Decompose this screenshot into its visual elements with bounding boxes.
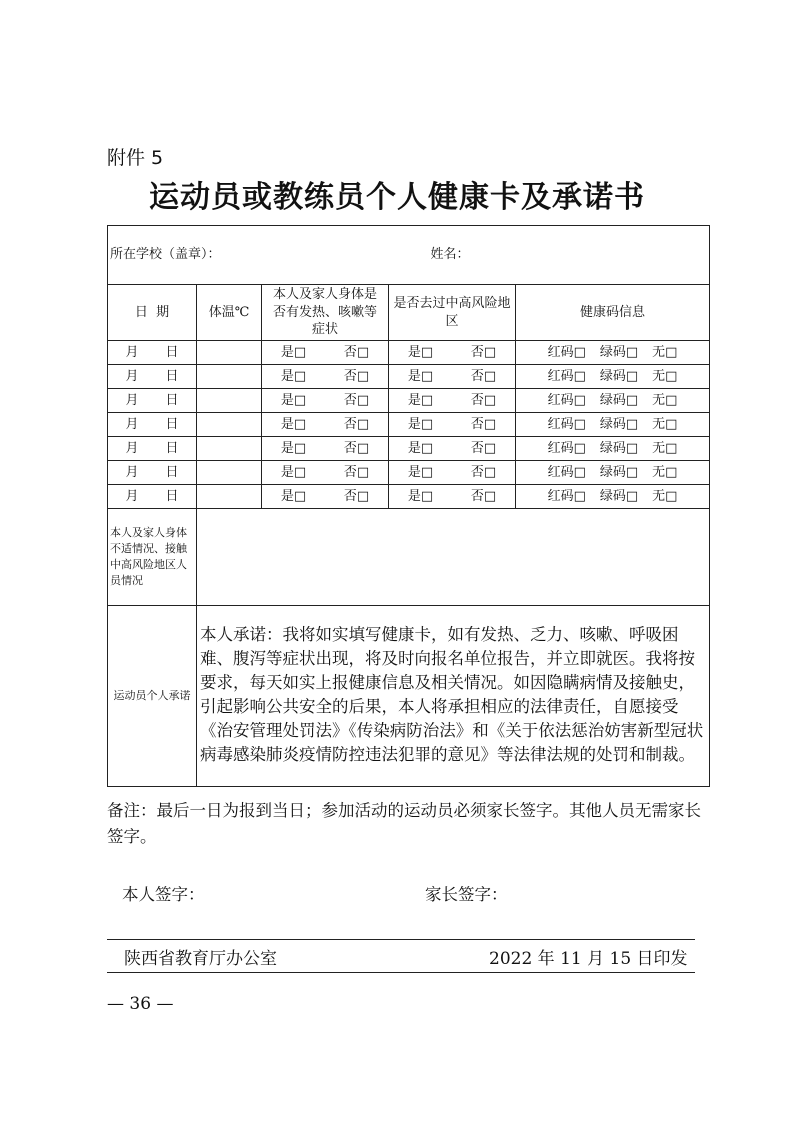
temperature-cell[interactable] [197, 485, 262, 509]
month-label: 月 [125, 440, 139, 456]
table-row [108, 341, 710, 365]
risk-no-checkbox[interactable]: 否□ [470, 368, 497, 384]
symptom-yes-checkbox[interactable]: 是□ [280, 368, 307, 384]
symptom-yes-checkbox[interactable]: 是□ [280, 416, 307, 432]
risk-no-checkbox[interactable]: 否□ [470, 344, 497, 360]
day-label: 日 [165, 368, 179, 384]
school-label: 所在学校（盖章）： [110, 247, 221, 263]
header-risk: 是否去过中高风险地区 [389, 285, 516, 341]
temperature-cell[interactable] [197, 437, 262, 461]
risk-no-checkbox[interactable]: 否□ [470, 464, 497, 480]
temperature-cell[interactable] [197, 461, 262, 485]
green-code-checkbox[interactable]: 绿码□ [599, 440, 639, 456]
risk-yes-checkbox[interactable]: 是□ [407, 368, 434, 384]
symptom-yes-checkbox[interactable]: 是□ [280, 464, 307, 480]
condition-label: 本人及家人身体不适情况、接触中高风险地区人员情况 [108, 509, 197, 606]
health-code-cell [516, 365, 710, 389]
symptom-cell [262, 485, 389, 509]
issuer: 陕西省教育厅办公室 [124, 949, 277, 969]
health-card-table [107, 225, 710, 787]
symptom-no-checkbox[interactable]: 否□ [343, 344, 370, 360]
red-code-checkbox[interactable]: 红码□ [547, 344, 586, 360]
day-label: 日 [165, 344, 179, 360]
header-temp: 体温℃ [197, 285, 262, 341]
date-cell[interactable] [108, 461, 197, 485]
red-code-checkbox[interactable]: 红码□ [547, 464, 586, 480]
temperature-cell[interactable] [197, 365, 262, 389]
red-code-checkbox[interactable]: 红码□ [547, 368, 586, 384]
table-row [108, 365, 710, 389]
no-code-checkbox[interactable]: 无□ [652, 416, 678, 432]
signature-self-label: 本人签字： [122, 885, 205, 904]
attachment-label: 附件 5 [107, 147, 164, 169]
health-code-cell [516, 341, 710, 365]
month-label: 月 [125, 368, 139, 384]
risk-yes-checkbox[interactable]: 是□ [407, 344, 434, 360]
month-label: 月 [125, 416, 139, 432]
date-cell[interactable] [108, 437, 197, 461]
health-code-cell [516, 413, 710, 437]
symptom-cell [262, 365, 389, 389]
red-code-checkbox[interactable]: 红码□ [547, 392, 586, 408]
day-rows [108, 341, 710, 509]
risk-yes-checkbox[interactable]: 是□ [407, 488, 434, 504]
health-code-cell [516, 437, 710, 461]
symptom-yes-checkbox[interactable]: 是□ [280, 440, 307, 456]
table-row [108, 437, 710, 461]
header-date: 日 期 [108, 285, 197, 341]
risk-cell [389, 461, 516, 485]
promise-text: 本人承诺：我将如实填写健康卡，如有发热、乏力、咳嗽、呼吸困难、腹泻等症状出现，将及时向报名单位报告，并立即就医。我将按要求，每天如实上报健康信息及相关情况。如因隐瞒病情及接触史，引起影响公共安全的后果，本人将承担相应的法律责任，自愿接受《治安管理处罚法》《传染病防治法》和《关于依法惩治妨害新型冠状病毒感染肺炎疫情防控违法犯罪的意见》等法律法规的处罚和制裁。 [197, 606, 710, 787]
temperature-cell[interactable] [197, 341, 262, 365]
no-code-checkbox[interactable]: 无□ [652, 344, 678, 360]
symptom-no-checkbox[interactable]: 否□ [343, 488, 370, 504]
symptom-cell [262, 461, 389, 485]
symptom-cell [262, 341, 389, 365]
month-label: 月 [125, 344, 139, 360]
date-cell[interactable] [108, 389, 197, 413]
name-label: 姓名： [430, 247, 470, 263]
symptom-no-checkbox[interactable]: 否□ [343, 440, 370, 456]
promise-row [108, 606, 710, 787]
health-code-cell [516, 461, 710, 485]
no-code-checkbox[interactable]: 无□ [652, 464, 678, 480]
page-title: 运动员或教练员个人健康卡及承诺书 [149, 180, 645, 215]
risk-yes-checkbox[interactable]: 是□ [407, 416, 434, 432]
header-row [108, 285, 710, 341]
symptom-no-checkbox[interactable]: 否□ [343, 392, 370, 408]
green-code-checkbox[interactable]: 绿码□ [599, 464, 639, 480]
symptom-yes-checkbox[interactable]: 是□ [280, 344, 307, 360]
header-symptom: 本人及家人身体是否有发热、咳嗽等症状 [262, 285, 389, 341]
temperature-cell[interactable] [197, 389, 262, 413]
school-cell[interactable] [108, 226, 710, 285]
symptom-no-checkbox[interactable]: 否□ [343, 464, 370, 480]
month-label: 月 [125, 488, 139, 504]
symptom-yes-checkbox[interactable]: 是□ [280, 392, 307, 408]
day-label: 日 [165, 440, 179, 456]
green-code-checkbox[interactable]: 绿码□ [599, 416, 639, 432]
condition-input[interactable] [197, 509, 710, 606]
no-code-checkbox[interactable]: 无□ [652, 488, 678, 504]
signature-parent-label: 家长签字： [425, 885, 508, 904]
symptom-cell [262, 413, 389, 437]
note: 备注：最后一日为报到当日；参加活动的运动员必须家长签字。其他人员无需家长签字。 [107, 801, 701, 847]
school-row [108, 226, 710, 285]
divider-top [107, 939, 695, 940]
health-code-cell [516, 485, 710, 509]
green-code-checkbox[interactable]: 绿码□ [599, 392, 639, 408]
header-health-code: 健康码信息 [516, 285, 710, 341]
day-label: 日 [165, 464, 179, 480]
no-code-checkbox[interactable]: 无□ [652, 440, 678, 456]
risk-yes-checkbox[interactable]: 是□ [407, 464, 434, 480]
promise-label: 运动员个人承诺 [108, 606, 197, 787]
risk-cell [389, 485, 516, 509]
date-cell[interactable] [108, 365, 197, 389]
risk-no-checkbox[interactable]: 否□ [470, 488, 497, 504]
no-code-checkbox[interactable]: 无□ [652, 368, 678, 384]
day-label: 日 [165, 416, 179, 432]
table-row [108, 461, 710, 485]
page-number: — 36 — [107, 994, 174, 1014]
green-code-checkbox[interactable]: 绿码□ [599, 488, 639, 504]
green-code-checkbox[interactable]: 绿码□ [599, 368, 639, 384]
no-code-checkbox[interactable]: 无□ [652, 392, 678, 408]
table-row [108, 413, 710, 437]
risk-cell [389, 341, 516, 365]
red-code-checkbox[interactable]: 红码□ [547, 416, 586, 432]
risk-no-checkbox[interactable]: 否□ [470, 416, 497, 432]
green-code-checkbox[interactable]: 绿码□ [599, 344, 639, 360]
symptom-cell [262, 389, 389, 413]
risk-yes-checkbox[interactable]: 是□ [407, 440, 434, 456]
symptom-cell [262, 437, 389, 461]
risk-cell [389, 437, 516, 461]
month-label: 月 [125, 464, 139, 480]
risk-no-checkbox[interactable]: 否□ [470, 440, 497, 456]
symptom-no-checkbox[interactable]: 否□ [343, 368, 370, 384]
red-code-checkbox[interactable]: 红码□ [547, 488, 586, 504]
day-label: 日 [165, 488, 179, 504]
risk-cell [389, 413, 516, 437]
table-row [108, 485, 710, 509]
risk-cell [389, 365, 516, 389]
symptom-no-checkbox[interactable]: 否□ [343, 416, 370, 432]
date-cell[interactable] [108, 413, 197, 437]
date-cell[interactable] [108, 341, 197, 365]
date-cell[interactable] [108, 485, 197, 509]
symptom-yes-checkbox[interactable]: 是□ [280, 488, 307, 504]
condition-row [108, 509, 710, 606]
health-code-cell [516, 389, 710, 413]
risk-no-checkbox[interactable]: 否□ [470, 392, 497, 408]
issue-date: 2022 年 11 月 15 日印发 [489, 949, 688, 969]
divider-bottom [107, 972, 695, 973]
temperature-cell[interactable] [197, 413, 262, 437]
risk-cell [389, 389, 516, 413]
table-row [108, 389, 710, 413]
red-code-checkbox[interactable]: 红码□ [547, 440, 586, 456]
month-label: 月 [125, 392, 139, 408]
day-label: 日 [165, 392, 179, 408]
risk-yes-checkbox[interactable]: 是□ [407, 392, 434, 408]
